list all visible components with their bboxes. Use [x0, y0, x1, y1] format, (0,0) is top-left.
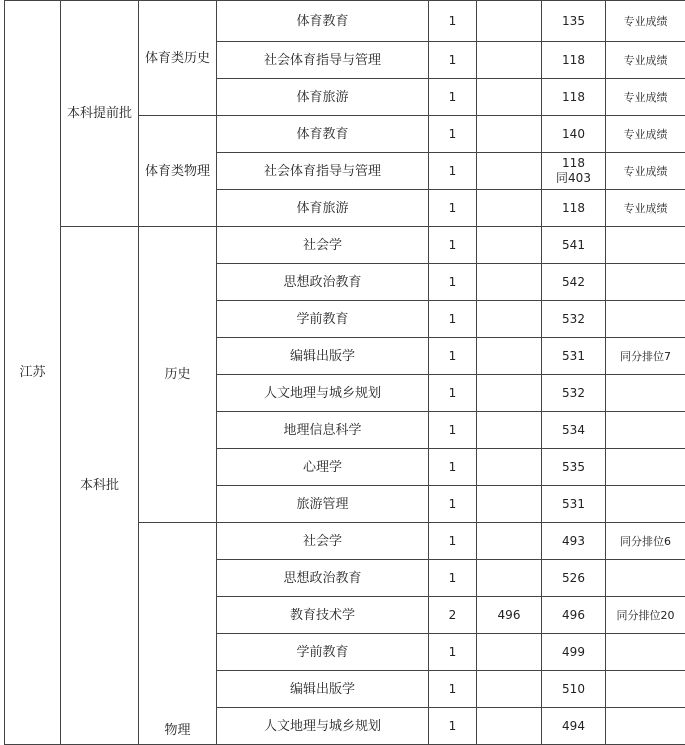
plan-count-cell: 1: [429, 153, 477, 190]
note-cell: 专业成绩: [606, 190, 685, 227]
min-score-cell: [542, 227, 606, 264]
min-score-line: 532: [542, 312, 605, 327]
subject-group-cell: 体育类历史: [139, 1, 217, 116]
note-cell: [606, 671, 685, 708]
min-score-line: 541: [542, 238, 605, 253]
min-score-line: 542: [542, 275, 605, 290]
plan-count-cell: 1: [429, 486, 477, 523]
plan-count-cell: 1: [429, 1, 477, 42]
score-alt-cell: [477, 671, 542, 708]
min-score-line: 531: [542, 349, 605, 364]
note-cell: 专业成绩: [606, 153, 685, 190]
major-cell: 旅游管理: [217, 486, 429, 523]
min-score-line: 535: [542, 460, 605, 475]
min-score-cell: [542, 301, 606, 338]
score-alt-cell: [477, 1, 542, 42]
score-alt-cell: [477, 486, 542, 523]
major-cell: 体育旅游: [217, 79, 429, 116]
table-row: [5, 227, 685, 264]
min-score-cell: [542, 375, 606, 412]
min-score-cell: [542, 560, 606, 597]
batch-cell: 本科批: [61, 227, 139, 745]
plan-count-cell: 1: [429, 301, 477, 338]
plan-count-cell: 1: [429, 264, 477, 301]
note-cell: [606, 412, 685, 449]
major-cell: 人文地理与城乡规划: [217, 375, 429, 412]
plan-count-cell: 1: [429, 190, 477, 227]
min-score-cell: [542, 486, 606, 523]
plan-count-cell: 1: [429, 671, 477, 708]
major-cell: 编辑出版学: [217, 671, 429, 708]
min-score-cell: [542, 190, 606, 227]
plan-count-cell: 1: [429, 227, 477, 264]
major-cell: 思想政治教育: [217, 560, 429, 597]
min-score-cell: [542, 79, 606, 116]
min-score-cell: [542, 42, 606, 79]
admission-table-container: [4, 0, 685, 745]
note-cell: 专业成绩: [606, 116, 685, 153]
score-alt-cell: [477, 523, 542, 560]
plan-count-cell: 1: [429, 79, 477, 116]
subject-group-cell: 体育类物理: [139, 116, 217, 227]
min-score-line: 135: [542, 14, 605, 29]
score-alt-cell: [477, 412, 542, 449]
batch-cell: 本科提前批: [61, 1, 139, 227]
plan-count-cell: 1: [429, 560, 477, 597]
min-score-line: 140: [542, 127, 605, 142]
major-cell: 地理信息科学: [217, 412, 429, 449]
note-cell: [606, 227, 685, 264]
min-score-cell: [542, 264, 606, 301]
note-cell: [606, 634, 685, 671]
score-alt-cell: [477, 153, 542, 190]
major-cell: 社会体育指导与管理: [217, 42, 429, 79]
plan-count-cell: 1: [429, 412, 477, 449]
major-cell: 教育技术学: [217, 597, 429, 634]
note-cell: [606, 708, 685, 745]
min-score-line: 534: [542, 423, 605, 438]
table-row: [5, 1, 685, 42]
plan-count-cell: 1: [429, 634, 477, 671]
min-score-cell: [542, 1, 606, 42]
major-cell: 体育旅游: [217, 190, 429, 227]
score-alt-cell: [477, 42, 542, 79]
min-score-cell: [542, 449, 606, 486]
plan-count-cell: 1: [429, 375, 477, 412]
note-cell: 同分排位20: [606, 597, 685, 634]
note-cell: [606, 301, 685, 338]
plan-count-cell: 1: [429, 449, 477, 486]
min-score-cell: [542, 708, 606, 745]
note-cell: [606, 264, 685, 301]
min-score-cell: [542, 116, 606, 153]
min-score-cell: [542, 338, 606, 375]
min-score-line: 494: [542, 719, 605, 734]
min-score-cell: [542, 671, 606, 708]
min-score-cell: [542, 597, 606, 634]
min-score-line: 526: [542, 571, 605, 586]
note-cell: [606, 486, 685, 523]
min-score-line: 531: [542, 497, 605, 512]
note-cell: 同分排位6: [606, 523, 685, 560]
min-score-line: 499: [542, 645, 605, 660]
score-alt-cell: [477, 301, 542, 338]
score-alt-cell: [477, 634, 542, 671]
major-cell: 人文地理与城乡规划: [217, 708, 429, 745]
score-alt-cell: [477, 79, 542, 116]
min-score-line: 510: [542, 682, 605, 697]
min-score-line: 118: [542, 201, 605, 216]
score-alt-cell: [477, 264, 542, 301]
min-score-line: 118: [542, 53, 605, 68]
note-cell: 专业成绩: [606, 1, 685, 42]
major-cell: 社会学: [217, 523, 429, 560]
score-alt-cell: [477, 375, 542, 412]
score-alt-cell: [477, 190, 542, 227]
plan-count-cell: 1: [429, 523, 477, 560]
major-cell: 社会体育指导与管理: [217, 153, 429, 190]
score-alt-cell: [477, 449, 542, 486]
note-cell: 专业成绩: [606, 42, 685, 79]
min-score-line: 同403: [542, 171, 605, 186]
min-score-cell: [542, 523, 606, 560]
note-cell: [606, 449, 685, 486]
min-score-line: 118: [542, 90, 605, 105]
min-score-line: 118: [542, 156, 605, 171]
note-cell: [606, 375, 685, 412]
major-cell: 心理学: [217, 449, 429, 486]
plan-count-cell: 1: [429, 42, 477, 79]
score-alt-cell: [477, 338, 542, 375]
plan-count-cell: 1: [429, 708, 477, 745]
note-cell: 同分排位7: [606, 338, 685, 375]
major-cell: 社会学: [217, 227, 429, 264]
min-score-cell: [542, 634, 606, 671]
note-cell: [606, 560, 685, 597]
major-cell: 学前教育: [217, 301, 429, 338]
score-alt-cell: [477, 116, 542, 153]
score-alt-cell: 496: [477, 597, 542, 634]
score-alt-cell: [477, 560, 542, 597]
min-score-line: 532: [542, 386, 605, 401]
major-cell: 体育教育: [217, 1, 429, 42]
province-cell: 江苏: [5, 1, 61, 745]
table-body: [5, 1, 685, 745]
min-score-line: 496: [542, 608, 605, 623]
major-cell: 体育教育: [217, 116, 429, 153]
min-score-cell: [542, 412, 606, 449]
plan-count-cell: 1: [429, 116, 477, 153]
note-cell: 专业成绩: [606, 79, 685, 116]
subject-group-cell: 物理: [139, 523, 217, 745]
major-cell: 思想政治教育: [217, 264, 429, 301]
major-cell: 编辑出版学: [217, 338, 429, 375]
subject-group-cell: 历史: [139, 227, 217, 523]
admission-score-table: [4, 0, 685, 745]
plan-count-cell: 1: [429, 338, 477, 375]
min-score-cell: [542, 153, 606, 190]
score-alt-cell: [477, 227, 542, 264]
major-cell: 学前教育: [217, 634, 429, 671]
min-score-line: 493: [542, 534, 605, 549]
score-alt-cell: [477, 708, 542, 745]
plan-count-cell: 2: [429, 597, 477, 634]
